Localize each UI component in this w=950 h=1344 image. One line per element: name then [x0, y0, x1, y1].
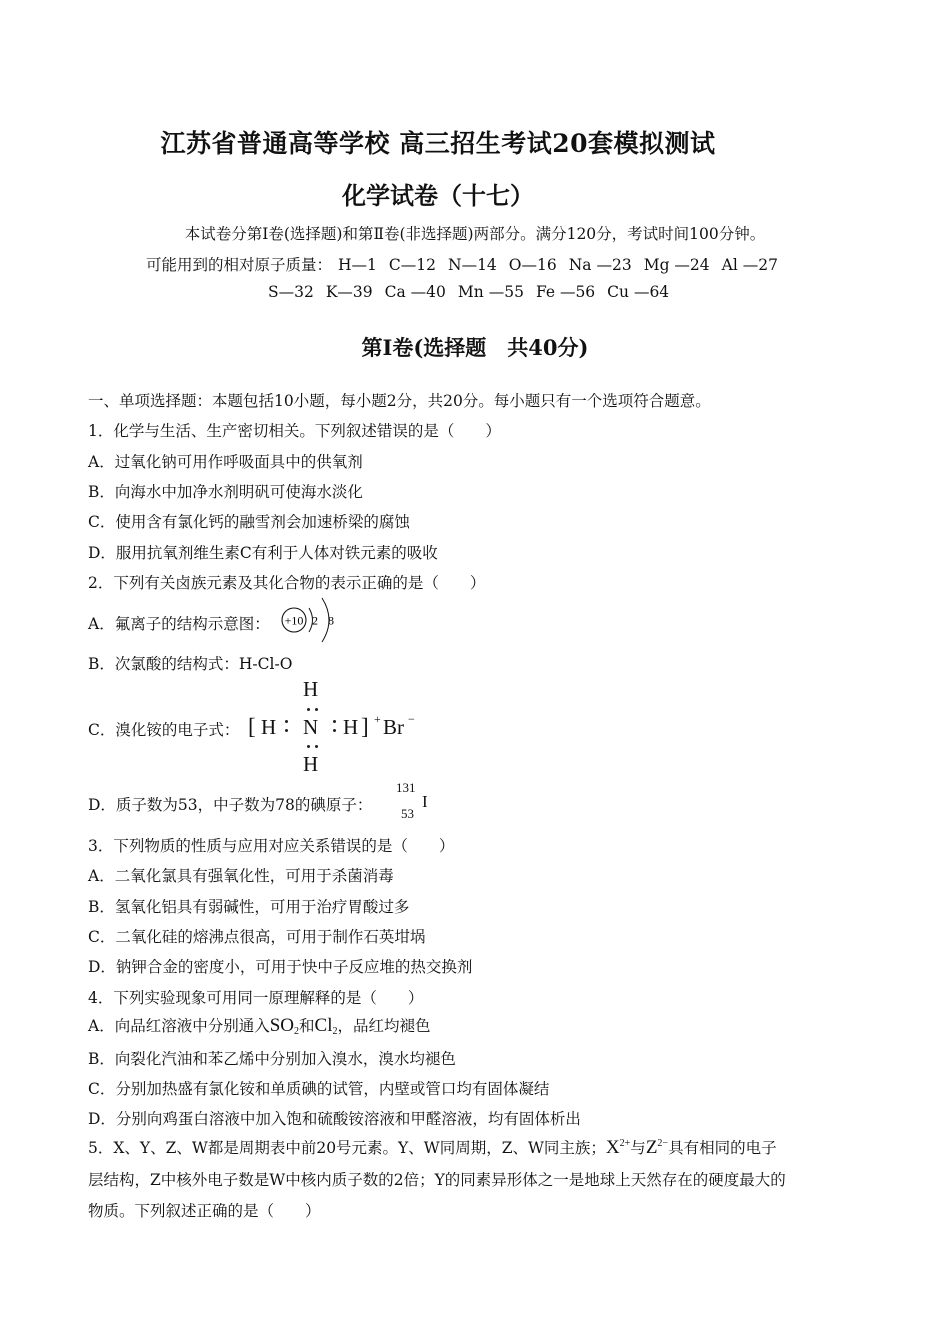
q5-conjunction: 与	[630, 1139, 646, 1157]
mass-item: K—39	[325, 283, 373, 301]
formula-subscript: 2	[294, 1026, 299, 1037]
left-h-atom: H	[261, 715, 277, 739]
electron-dot	[285, 729, 288, 732]
question-1-option-b: B．向海水中加净水剂明矾可使海水淡化	[88, 483, 363, 501]
electron-dot	[307, 708, 310, 711]
center-n-atom: N	[303, 715, 319, 739]
mass-item: C—12	[388, 256, 436, 274]
mass-item: O—16	[508, 256, 557, 274]
option-a-tail: ，品红均褪色	[337, 1017, 431, 1035]
x-ion	[606, 1137, 630, 1158]
mass-item: Na —23	[568, 256, 632, 274]
fluoride-ion-structure-diagram	[278, 592, 338, 648]
formula-subscript: 2	[332, 1026, 338, 1037]
z-ion	[646, 1137, 668, 1158]
mass-item: Fe —56	[535, 283, 596, 301]
ion-symbol: X	[605, 1137, 620, 1158]
question-4-option-a	[88, 1014, 430, 1037]
paper-intro: 本试卷分第Ⅰ卷(选择题)和第Ⅱ卷(非选择题)两部分。满分120分，考试时间100分钟。	[184, 225, 766, 243]
atomic-mass-row-1	[146, 253, 790, 275]
chlorine-formula	[315, 1015, 338, 1036]
top-h-atom: H	[303, 677, 319, 701]
electron-shell-1-count: 2	[312, 613, 318, 628]
question-5-line-2: 层结构，Z中核外电子数是W中核内质子数的2倍；Y的同素异形体之一是地球上天然存在的硬度最大的	[88, 1171, 786, 1189]
question-3-option-a: A．二氧化氯具有强氧化性，可用于杀菌消毒	[88, 867, 394, 885]
bottom-h-atom: H	[303, 752, 319, 776]
sulfur-dioxide-formula	[270, 1015, 299, 1036]
paper-subtitle: 化学试卷（十七）	[342, 181, 534, 210]
atomic-mass-row-2	[268, 283, 681, 301]
option-a-conjunction: 和	[299, 1017, 315, 1035]
formula-main: SO	[269, 1015, 294, 1036]
question-2-option-d: D．质子数为53，中子数为78的碘原子：	[88, 796, 373, 814]
question-1-stem: 1．化学与生活、生产密切相关。下列叙述错误的是（ ）	[88, 422, 501, 440]
left-bracket: [	[248, 714, 256, 739]
question-1-option-c: C．使用含有氯化钙的融雪剂会加速桥梁的腐蚀	[88, 513, 410, 531]
section-title: 第Ⅰ卷(选择题 共40分)	[361, 335, 589, 360]
nucleus-charge: +10	[284, 613, 304, 628]
formula-main: Cl	[314, 1015, 333, 1036]
question-4-stem: 4．下列实验现象可用同一原理解释的是（ ）	[88, 989, 424, 1007]
ammonium-bromide-electron-formula	[240, 676, 440, 776]
mass-item: H—1	[338, 256, 377, 274]
cation-charge: +	[374, 712, 381, 726]
question-4-option-c: C．分别加热盛有氯化铵和单质碘的试管，内壁或管口均有固体凝结	[88, 1080, 550, 1098]
question-4-option-b: B．向裂化汽油和苯乙烯中分别加入溴水，溴水均褪色	[88, 1050, 456, 1068]
question-2-option-a: A．氟离子的结构示意图：	[88, 615, 270, 633]
ion-charge: 2−	[657, 1138, 669, 1149]
electron-dot	[307, 745, 310, 748]
question-2-option-c: C．溴化铵的电子式：	[88, 721, 240, 739]
ion-symbol: Z	[645, 1137, 658, 1158]
mass-item: Ca —40	[384, 283, 446, 301]
electron-dot	[333, 720, 336, 723]
question-2-option-b: B．次氯酸的结构式：H-Cl-O	[88, 655, 293, 673]
mass-item: Mg —24	[643, 256, 710, 274]
electron-shell-2-count: 8	[328, 613, 334, 628]
atomic-number: 53	[401, 806, 414, 821]
question-5-line-3: 物质。下列叙述正确的是（ ）	[88, 1202, 321, 1220]
electron-dot	[315, 708, 318, 711]
right-h-atom: H	[343, 715, 359, 739]
right-bracket: ]	[361, 714, 369, 739]
q5-text-start: 5．X、Y、Z、W都是周期表中前20号元素。Y、W同周期，Z、W同主族；	[88, 1139, 606, 1157]
element-symbol: I	[422, 792, 428, 811]
question-3-option-c: C．二氧化硅的熔沸点很高，可用于制作石英坩埚	[88, 928, 426, 946]
mass-item: Mn —55	[457, 283, 524, 301]
bromide-ion: Br	[383, 715, 404, 739]
ion-charge: 2+	[619, 1138, 631, 1149]
question-3-stem: 3．下列物质的性质与应用对应关系错误的是（ ）	[88, 837, 455, 855]
question-3-option-d: D．钠钾合金的密度小，可用于快中子反应堆的热交换剂	[88, 958, 473, 976]
electron-dot	[285, 720, 288, 723]
mass-item: S—32	[268, 283, 314, 301]
question-1-option-a: A．过氧化钠可用作呼吸面具中的供氧剂	[88, 453, 363, 471]
q5-text-end: 具有相同的电子	[668, 1139, 777, 1157]
question-2-stem: 2．下列有关卤族元素及其化合物的表示正确的是（ ）	[88, 574, 486, 592]
section-instruction: 一、单项选择题：本题包括10小题，每小题2分，共20分。每小题只有一个选项符合题意。	[88, 392, 711, 410]
question-3-option-b: B．氢氧化铝具有弱碱性，可用于治疗胃酸过多	[88, 898, 410, 916]
question-4-option-d: D．分别向鸡蛋白溶液中加入饱和硫酸铵溶液和甲醛溶液，均有固体析出	[88, 1110, 581, 1128]
question-5-line-1	[88, 1136, 777, 1159]
mass-item: Al —27	[721, 256, 778, 274]
exam-title: 江苏省普通高等学校 高三招生考试20套模拟测试	[160, 129, 716, 158]
mass-item: N—14	[448, 256, 497, 274]
electron-dot	[333, 729, 336, 732]
mass-item: Cu —64	[607, 283, 670, 301]
mass-number: 131	[396, 780, 416, 795]
anion-charge: −	[408, 712, 415, 726]
option-a-text: A．向品红溶液中分别通入	[88, 1017, 270, 1035]
atomic-mass-label: 可能用到的相对原子质量：	[146, 256, 333, 274]
electron-dot	[315, 745, 318, 748]
question-1-option-d: D．服用抗氧剂维生素C有利于人体对铁元素的吸收	[88, 544, 438, 562]
